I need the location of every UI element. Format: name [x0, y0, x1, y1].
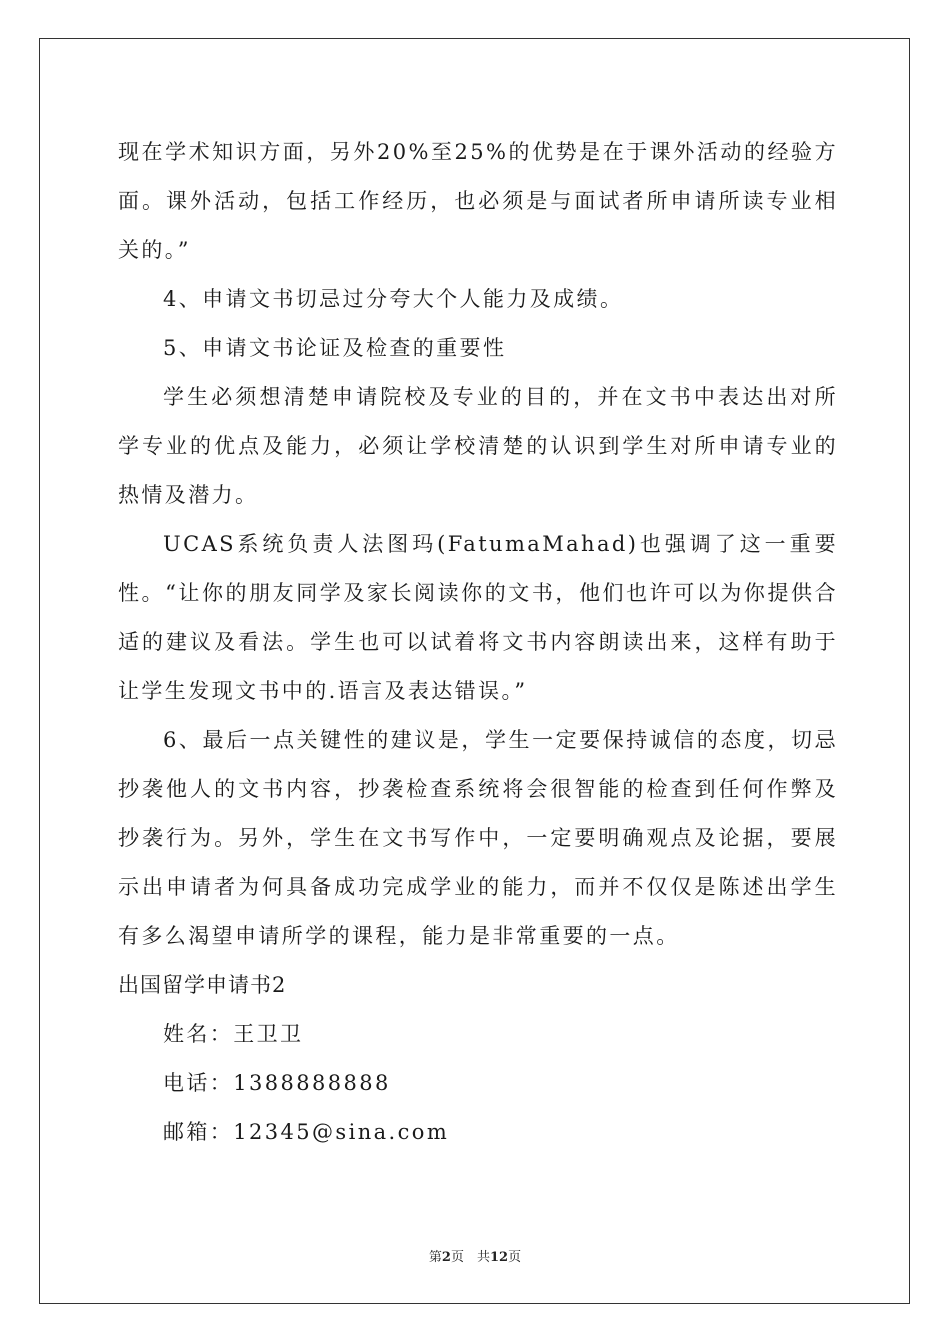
page-suffix: 页: [508, 1250, 522, 1265]
paragraph: 6、最后一点关键性的建议是，学生一定要保持诚信的态度，切忌抄袭他人的文书内容，抄袭检查系统将会很智能的检查到任何作弊及抄袭行为。另外，学生在文书写作中，一定要明确观点及论据，要展示出申请者为何具备成功完成学业的能力，而并不仅仅是陈述出学生有多么渴望申请所学的课程，能力是非常重要的一点。: [118, 728, 838, 948]
page-current: 2: [441, 1250, 451, 1265]
paragraph: UCAS系统负责人法图玛(FatumaMahad)也强调了这一重要性。“让你的朋友同学及家长阅读你的文书，他们也许可以为你提供合适的建议及看法。学生也可以试着将文书内容朗读出来，这样有助于让学生发现文书中的.语言及表达错误。”: [118, 532, 838, 703]
paragraph: 4、申请文书切忌过分夸大个人能力及成绩。: [163, 287, 624, 311]
page-total: 12: [489, 1250, 509, 1265]
phone-field: 电话：1388888888: [163, 1071, 391, 1095]
section-heading: 出国留学申请书2: [118, 973, 287, 997]
page-prefix: 第: [428, 1250, 442, 1265]
page-footer: [0, 1246, 950, 1265]
paragraph: 5、申请文书论证及检查的重要性: [163, 336, 507, 360]
paragraph: 学生必须想清楚申请院校及专业的目的，并在文书中表达出对所学专业的优点及能力，必须让学校清楚的认识到学生对所申请专业的热情及潜力。: [118, 385, 838, 507]
document-body: [118, 128, 838, 1157]
page-mid: 页 共: [450, 1250, 490, 1265]
email-field: 邮箱：12345@sina.com: [163, 1120, 450, 1144]
paragraph: 现在学术知识方面，另外20%至25%的优势是在于课外活动的经验方面。课外活动，包括工作经历，也必须是与面试者所申请所读专业相关的。”: [118, 140, 838, 262]
name-field: 姓名：王卫卫: [163, 1022, 304, 1046]
